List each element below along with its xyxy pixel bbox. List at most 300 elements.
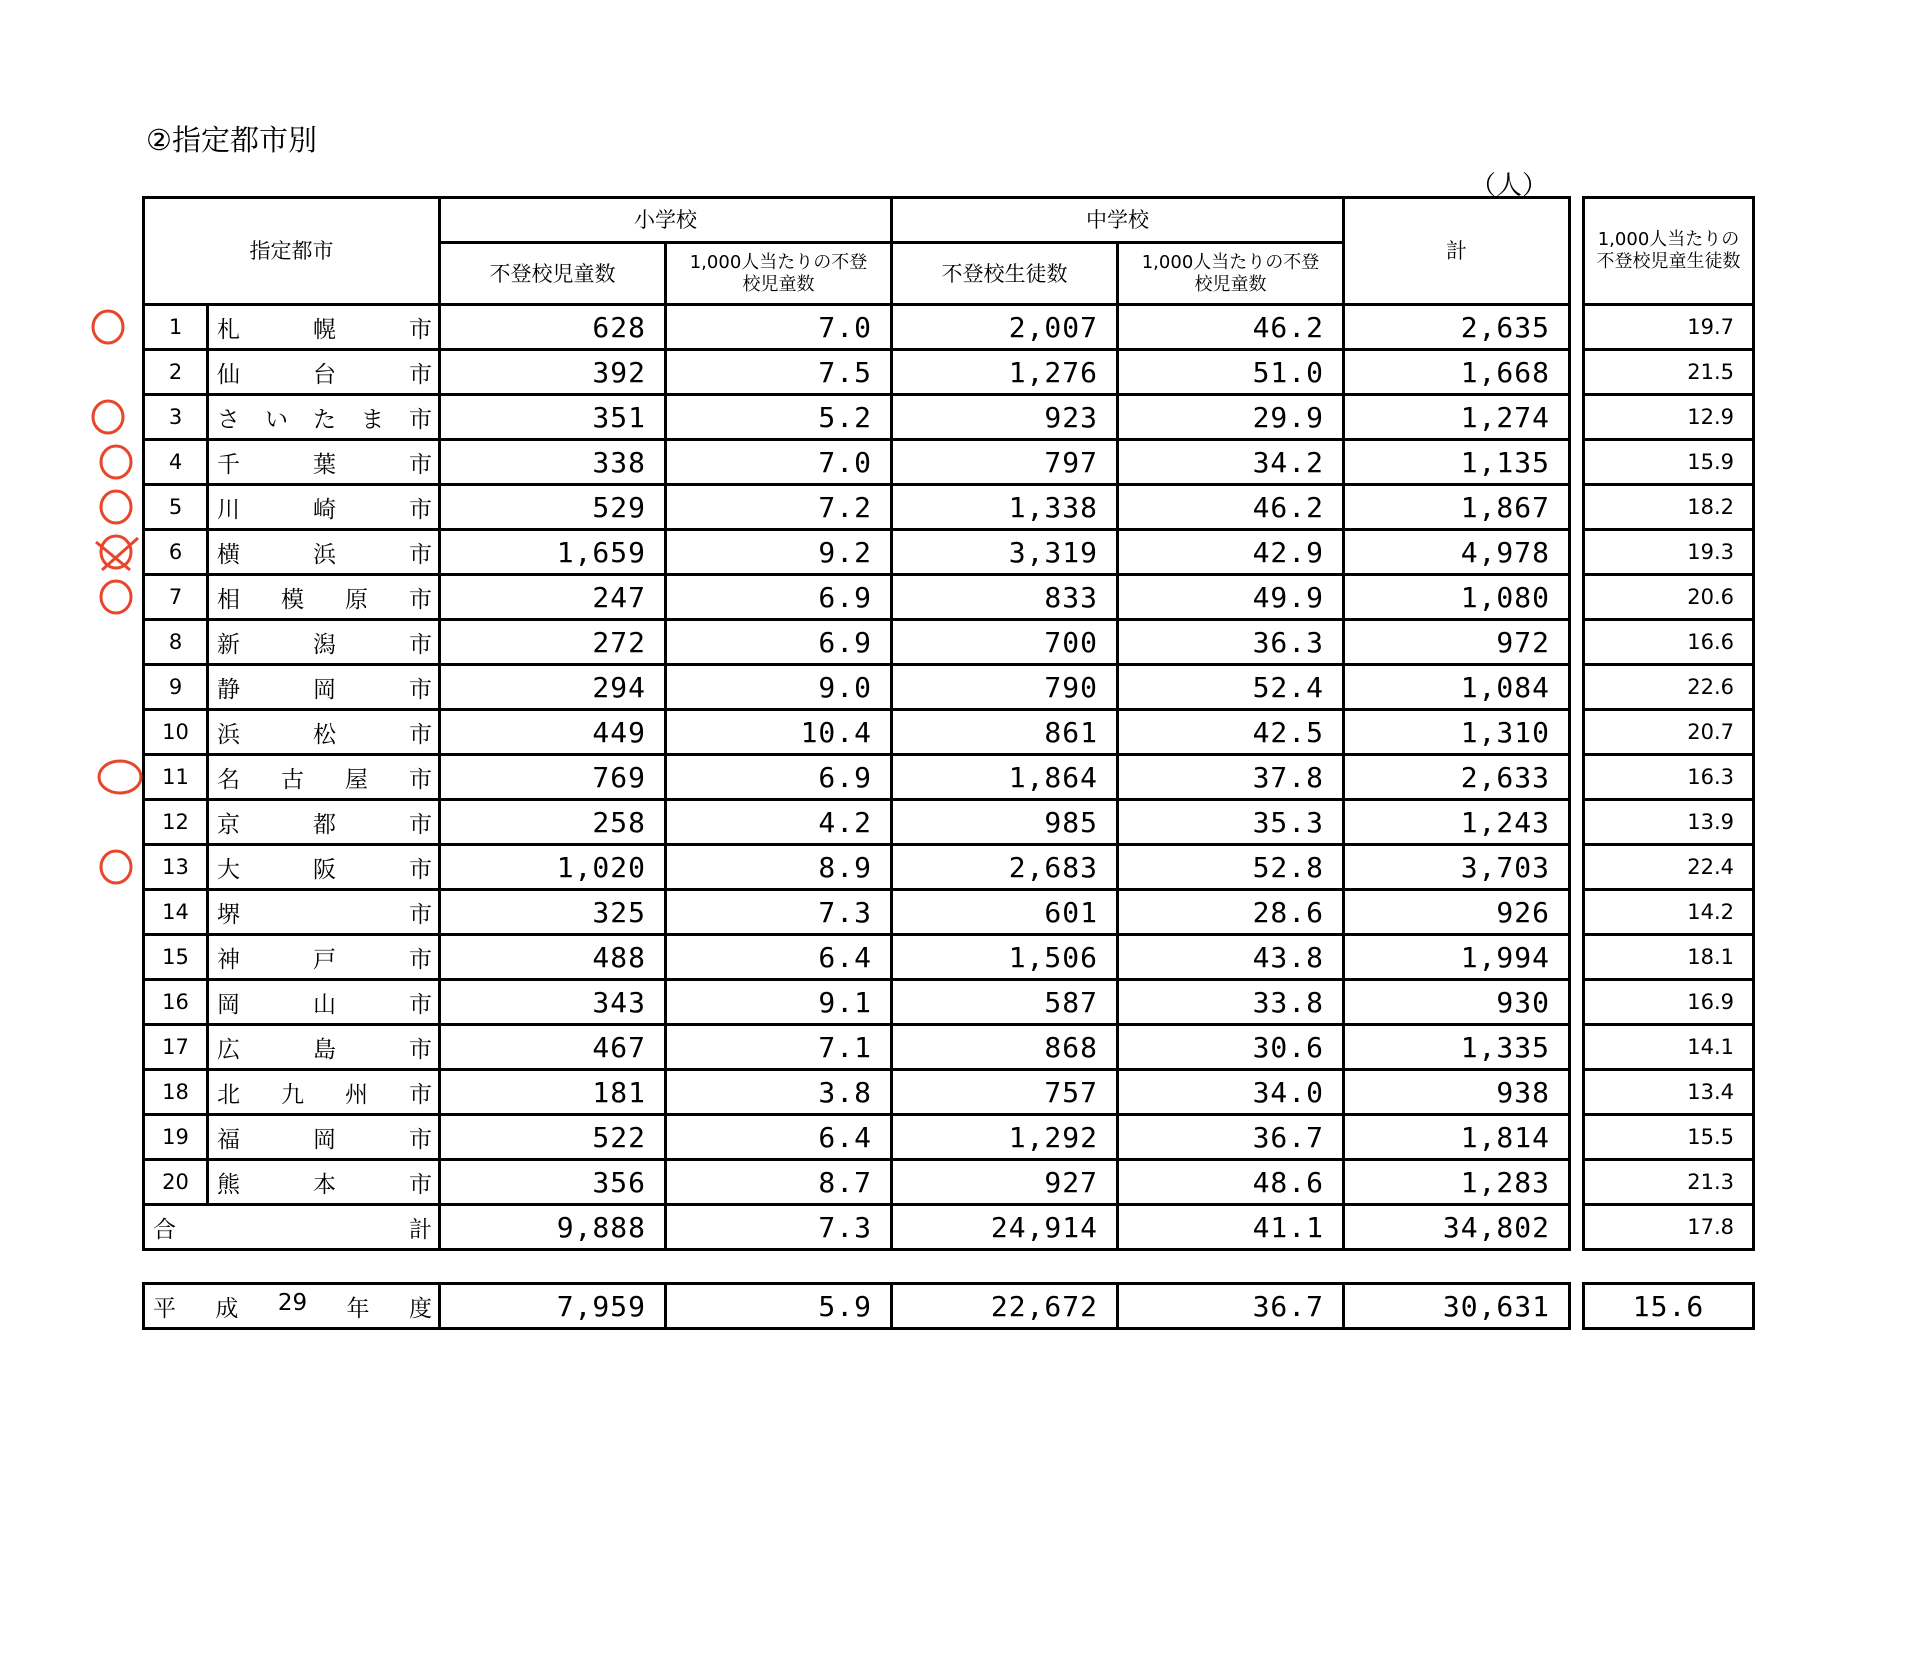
table-row bbox=[144, 890, 1570, 935]
mid-count: 833 bbox=[892, 575, 1118, 620]
elem-rate: 7.1 bbox=[666, 1025, 892, 1070]
elem-rate: 9.0 bbox=[666, 665, 892, 710]
mid-count: 1,338 bbox=[892, 485, 1118, 530]
name-char: 古 bbox=[281, 766, 304, 793]
name-char: 市 bbox=[409, 721, 432, 748]
name-char: 市 bbox=[409, 676, 432, 703]
name-char: 成 bbox=[215, 1295, 239, 1322]
name-char: 北 bbox=[217, 1081, 240, 1108]
mid-count: 700 bbox=[892, 620, 1118, 665]
header-elem-rate: 1,000人当たりの不登校児童数 bbox=[666, 243, 892, 305]
name-char: 静 bbox=[217, 676, 240, 703]
header-mid-rate: 1,000人当たりの不登校児童数 bbox=[1118, 243, 1344, 305]
mid-count: 1,864 bbox=[892, 755, 1118, 800]
side-row bbox=[1584, 1115, 1754, 1160]
total-count: 938 bbox=[1344, 1070, 1570, 1115]
name-char: 横 bbox=[217, 541, 240, 568]
name-char: 京 bbox=[217, 811, 240, 838]
table-row bbox=[144, 350, 1570, 395]
circle-mark bbox=[101, 446, 131, 478]
name-char: 市 bbox=[409, 361, 432, 388]
mid-count: 2,683 bbox=[892, 845, 1118, 890]
mid-rate: 49.9 bbox=[1118, 575, 1344, 620]
name-char: 阪 bbox=[313, 856, 336, 883]
name-char: 年 bbox=[346, 1295, 370, 1322]
elem-rate: 6.9 bbox=[666, 755, 892, 800]
circle-mark bbox=[101, 581, 131, 613]
page-title: ②指定都市別 bbox=[146, 123, 317, 157]
side-row bbox=[1584, 935, 1754, 980]
city-name bbox=[208, 980, 440, 1025]
side-rate: 18.2 bbox=[1584, 485, 1754, 530]
name-char: 本 bbox=[313, 1171, 336, 1198]
city-name bbox=[208, 305, 440, 350]
table-row bbox=[144, 530, 1570, 575]
table-row bbox=[144, 980, 1570, 1025]
name-char: 崎 bbox=[313, 496, 336, 523]
side-row bbox=[1584, 1025, 1754, 1070]
name-char: 市 bbox=[409, 496, 432, 523]
name-char: 市 bbox=[409, 541, 432, 568]
name-char: 市 bbox=[409, 901, 432, 928]
total-elem: 9,888 bbox=[440, 1205, 666, 1250]
table-row bbox=[144, 800, 1570, 845]
name-char: 台 bbox=[313, 361, 336, 388]
side-rate: 20.7 bbox=[1584, 710, 1754, 755]
elem-count: 294 bbox=[440, 665, 666, 710]
side-row bbox=[1584, 620, 1754, 665]
mid-rate: 46.2 bbox=[1118, 305, 1344, 350]
name-char: た bbox=[313, 406, 336, 433]
header-mid-count: 不登校生徒数 bbox=[892, 243, 1118, 305]
prev-mid-rate: 36.7 bbox=[1118, 1284, 1344, 1329]
name-char: 幌 bbox=[313, 316, 336, 343]
row-number: 13 bbox=[144, 845, 208, 890]
elem-rate: 6.4 bbox=[666, 935, 892, 980]
side-rate: 22.4 bbox=[1584, 845, 1754, 890]
total-count: 3,703 bbox=[1344, 845, 1570, 890]
name-char: 島 bbox=[313, 1036, 336, 1063]
total-count: 926 bbox=[1344, 890, 1570, 935]
total-elem-rate: 7.3 bbox=[666, 1205, 892, 1250]
circle-mark bbox=[93, 401, 123, 433]
elem-count: 356 bbox=[440, 1160, 666, 1205]
mid-rate: 52.4 bbox=[1118, 665, 1344, 710]
city-name bbox=[208, 845, 440, 890]
elem-count: 392 bbox=[440, 350, 666, 395]
city-name bbox=[208, 530, 440, 575]
total-count: 1,867 bbox=[1344, 485, 1570, 530]
name-char: 葉 bbox=[313, 451, 336, 478]
name-char: 市 bbox=[409, 406, 432, 433]
side-rate: 22.6 bbox=[1584, 665, 1754, 710]
side-rate: 13.4 bbox=[1584, 1070, 1754, 1115]
previous-year-row bbox=[144, 1284, 1570, 1329]
mid-count: 927 bbox=[892, 1160, 1118, 1205]
mid-rate: 29.9 bbox=[1118, 395, 1344, 440]
side-table bbox=[1582, 196, 1755, 1251]
previous-year-table bbox=[142, 1282, 1571, 1330]
name-char: 新 bbox=[217, 631, 240, 658]
unit-label: （人） bbox=[1470, 171, 1549, 201]
row-number: 2 bbox=[144, 350, 208, 395]
side-row bbox=[1584, 755, 1754, 800]
name-char: 神 bbox=[217, 946, 240, 973]
total-count: 1,310 bbox=[1344, 710, 1570, 755]
mid-count: 3,319 bbox=[892, 530, 1118, 575]
name-char: 市 bbox=[409, 991, 432, 1018]
mid-count: 797 bbox=[892, 440, 1118, 485]
main-table bbox=[142, 196, 1571, 1251]
circle-mark bbox=[101, 491, 131, 523]
elem-rate: 10.4 bbox=[666, 710, 892, 755]
city-name bbox=[208, 350, 440, 395]
name-char: 計 bbox=[409, 1216, 432, 1243]
table-row bbox=[144, 440, 1570, 485]
mid-rate: 37.8 bbox=[1118, 755, 1344, 800]
side-rate: 13.9 bbox=[1584, 800, 1754, 845]
table-row bbox=[144, 620, 1570, 665]
total-count: 1,994 bbox=[1344, 935, 1570, 980]
elem-count: 769 bbox=[440, 755, 666, 800]
elem-rate: 3.8 bbox=[666, 1070, 892, 1115]
name-char: 松 bbox=[313, 721, 336, 748]
side-rate: 21.5 bbox=[1584, 350, 1754, 395]
elem-rate: 6.9 bbox=[666, 620, 892, 665]
name-char: 市 bbox=[409, 316, 432, 343]
elem-rate: 7.0 bbox=[666, 440, 892, 485]
mid-rate: 48.6 bbox=[1118, 1160, 1344, 1205]
total-count: 2,635 bbox=[1344, 305, 1570, 350]
table-row bbox=[144, 1070, 1570, 1115]
elem-rate: 4.2 bbox=[666, 800, 892, 845]
total-count: 4,978 bbox=[1344, 530, 1570, 575]
mid-rate: 33.8 bbox=[1118, 980, 1344, 1025]
name-char: い bbox=[265, 406, 288, 433]
table-row bbox=[144, 575, 1570, 620]
side-rate: 14.1 bbox=[1584, 1025, 1754, 1070]
elem-count: 272 bbox=[440, 620, 666, 665]
row-number: 20 bbox=[144, 1160, 208, 1205]
header-side-rate: 1,000人当たりの不登校児童生徒数 bbox=[1584, 198, 1754, 305]
table-row bbox=[144, 395, 1570, 440]
table-row bbox=[144, 935, 1570, 980]
name-char: 市 bbox=[409, 766, 432, 793]
mid-count: 757 bbox=[892, 1070, 1118, 1115]
total-mid-rate: 41.1 bbox=[1118, 1205, 1344, 1250]
mid-rate: 43.8 bbox=[1118, 935, 1344, 980]
mid-count: 923 bbox=[892, 395, 1118, 440]
name-char: 市 bbox=[409, 1126, 432, 1153]
name-char: 岡 bbox=[313, 1126, 336, 1153]
elem-count: 488 bbox=[440, 935, 666, 980]
name-char: 潟 bbox=[313, 631, 336, 658]
prev-elem-rate: 5.9 bbox=[666, 1284, 892, 1329]
mid-count: 985 bbox=[892, 800, 1118, 845]
mid-rate: 36.3 bbox=[1118, 620, 1344, 665]
row-number: 12 bbox=[144, 800, 208, 845]
side-rate: 16.9 bbox=[1584, 980, 1754, 1025]
name-char: 市 bbox=[409, 586, 432, 613]
elem-count: 522 bbox=[440, 1115, 666, 1160]
mid-rate: 35.3 bbox=[1118, 800, 1344, 845]
total-count: 1,274 bbox=[1344, 395, 1570, 440]
side-row bbox=[1584, 890, 1754, 935]
side-rate: 15.5 bbox=[1584, 1115, 1754, 1160]
elem-count: 338 bbox=[440, 440, 666, 485]
elem-rate: 7.0 bbox=[666, 305, 892, 350]
side-row bbox=[1584, 485, 1754, 530]
header-city: 指定都市 bbox=[144, 198, 440, 305]
row-number: 9 bbox=[144, 665, 208, 710]
side-row bbox=[1584, 395, 1754, 440]
name-char: 広 bbox=[217, 1036, 240, 1063]
mid-count: 868 bbox=[892, 1025, 1118, 1070]
mid-rate: 42.9 bbox=[1118, 530, 1344, 575]
total-count: 972 bbox=[1344, 620, 1570, 665]
name-char: 29 bbox=[277, 1289, 308, 1316]
name-char: 市 bbox=[409, 1036, 432, 1063]
name-char: 模 bbox=[281, 586, 304, 613]
prev-elem: 7,959 bbox=[440, 1284, 666, 1329]
side-row bbox=[1584, 845, 1754, 890]
mid-rate: 51.0 bbox=[1118, 350, 1344, 395]
total-count: 1,283 bbox=[1344, 1160, 1570, 1205]
row-number: 16 bbox=[144, 980, 208, 1025]
name-char: 仙 bbox=[217, 361, 240, 388]
city-name bbox=[208, 800, 440, 845]
row-number: 11 bbox=[144, 755, 208, 800]
side-total-row bbox=[1584, 1205, 1754, 1250]
elem-count: 258 bbox=[440, 800, 666, 845]
city-name bbox=[208, 1115, 440, 1160]
elem-rate: 6.9 bbox=[666, 575, 892, 620]
name-char: 市 bbox=[409, 946, 432, 973]
name-char: 熊 bbox=[217, 1171, 240, 1198]
name-char: 名 bbox=[217, 766, 240, 793]
name-char: 千 bbox=[217, 451, 240, 478]
table-row bbox=[144, 1115, 1570, 1160]
mid-count: 861 bbox=[892, 710, 1118, 755]
side-row bbox=[1584, 800, 1754, 845]
elem-rate: 9.2 bbox=[666, 530, 892, 575]
header-middle: 中学校 bbox=[892, 198, 1344, 243]
total-count: 1,668 bbox=[1344, 350, 1570, 395]
side-total-rate: 17.8 bbox=[1584, 1205, 1754, 1250]
name-char: 合 bbox=[153, 1216, 176, 1243]
name-char: 市 bbox=[409, 451, 432, 478]
side-row bbox=[1584, 1160, 1754, 1205]
mid-rate: 46.2 bbox=[1118, 485, 1344, 530]
header-elem-count: 不登校児童数 bbox=[440, 243, 666, 305]
elem-count: 467 bbox=[440, 1025, 666, 1070]
table-row bbox=[144, 485, 1570, 530]
side-rate: 21.3 bbox=[1584, 1160, 1754, 1205]
side-rate: 19.7 bbox=[1584, 305, 1754, 350]
table-row bbox=[144, 305, 1570, 350]
mid-count: 1,292 bbox=[892, 1115, 1118, 1160]
name-char: 都 bbox=[313, 811, 336, 838]
circle-mark bbox=[99, 761, 141, 793]
total-count: 1,084 bbox=[1344, 665, 1570, 710]
total-row bbox=[144, 1205, 1570, 1250]
total-count: 1,814 bbox=[1344, 1115, 1570, 1160]
header-total: 計 bbox=[1344, 198, 1570, 305]
total-count: 1,335 bbox=[1344, 1025, 1570, 1070]
table-row bbox=[144, 1025, 1570, 1070]
previous-year-side-table bbox=[1582, 1282, 1755, 1330]
name-char: 州 bbox=[345, 1081, 368, 1108]
total-total: 34,802 bbox=[1344, 1205, 1570, 1250]
city-name bbox=[208, 440, 440, 485]
total-count: 1,135 bbox=[1344, 440, 1570, 485]
city-name bbox=[208, 1070, 440, 1115]
side-row bbox=[1584, 710, 1754, 755]
total-count: 1,243 bbox=[1344, 800, 1570, 845]
table-row bbox=[144, 845, 1570, 890]
side-rate: 20.6 bbox=[1584, 575, 1754, 620]
name-char: 平 bbox=[153, 1295, 176, 1322]
row-number: 19 bbox=[144, 1115, 208, 1160]
city-name bbox=[208, 1025, 440, 1070]
row-number: 7 bbox=[144, 575, 208, 620]
city-name bbox=[208, 485, 440, 530]
name-char: 屋 bbox=[345, 766, 368, 793]
row-number: 15 bbox=[144, 935, 208, 980]
city-name bbox=[208, 395, 440, 440]
header-elementary: 小学校 bbox=[440, 198, 892, 243]
side-rate: 14.2 bbox=[1584, 890, 1754, 935]
side-rate: 12.9 bbox=[1584, 395, 1754, 440]
row-number: 8 bbox=[144, 620, 208, 665]
mid-rate: 36.7 bbox=[1118, 1115, 1344, 1160]
mid-rate: 28.6 bbox=[1118, 890, 1344, 935]
mid-rate: 34.0 bbox=[1118, 1070, 1344, 1115]
elem-rate: 5.2 bbox=[666, 395, 892, 440]
side-row bbox=[1584, 1070, 1754, 1115]
row-number: 17 bbox=[144, 1025, 208, 1070]
table-row bbox=[144, 1160, 1570, 1205]
elem-count: 181 bbox=[440, 1070, 666, 1115]
side-row bbox=[1584, 665, 1754, 710]
side-row bbox=[1584, 530, 1754, 575]
cross-mark-line bbox=[102, 538, 138, 570]
row-number: 4 bbox=[144, 440, 208, 485]
name-char: 市 bbox=[409, 631, 432, 658]
mid-rate: 30.6 bbox=[1118, 1025, 1344, 1070]
elem-rate: 7.2 bbox=[666, 485, 892, 530]
name-char: 戸 bbox=[313, 946, 336, 973]
side-rate: 15.9 bbox=[1584, 440, 1754, 485]
name-char: 堺 bbox=[217, 901, 240, 928]
name-char: 浜 bbox=[313, 541, 336, 568]
elem-count: 247 bbox=[440, 575, 666, 620]
city-name bbox=[208, 935, 440, 980]
row-number: 3 bbox=[144, 395, 208, 440]
name-char: 市 bbox=[409, 811, 432, 838]
prev-rate: 15.6 bbox=[1584, 1284, 1754, 1329]
name-char: 市 bbox=[409, 1171, 432, 1198]
mid-rate: 34.2 bbox=[1118, 440, 1344, 485]
circle-mark bbox=[93, 311, 123, 343]
city-name bbox=[208, 710, 440, 755]
row-number: 5 bbox=[144, 485, 208, 530]
name-char: 山 bbox=[313, 991, 336, 1018]
name-char: 九 bbox=[281, 1081, 304, 1108]
city-name bbox=[208, 620, 440, 665]
name-char: さ bbox=[217, 406, 240, 433]
elem-rate: 7.5 bbox=[666, 350, 892, 395]
name-char: 浜 bbox=[217, 721, 240, 748]
side-row bbox=[1584, 350, 1754, 395]
city-name bbox=[208, 890, 440, 935]
side-rate: 19.3 bbox=[1584, 530, 1754, 575]
name-char: 岡 bbox=[313, 676, 336, 703]
elem-count: 628 bbox=[440, 305, 666, 350]
handwritten-marks bbox=[0, 0, 200, 1680]
side-rate: 18.1 bbox=[1584, 935, 1754, 980]
elem-rate: 7.3 bbox=[666, 890, 892, 935]
name-char: 福 bbox=[217, 1126, 240, 1153]
row-number: 14 bbox=[144, 890, 208, 935]
name-char: 札 bbox=[217, 316, 240, 343]
table-row bbox=[144, 710, 1570, 755]
total-count: 930 bbox=[1344, 980, 1570, 1025]
table-row bbox=[144, 755, 1570, 800]
city-name bbox=[208, 575, 440, 620]
city-name bbox=[208, 1160, 440, 1205]
name-char: ま bbox=[361, 406, 384, 433]
side-row bbox=[1584, 575, 1754, 620]
total-count: 2,633 bbox=[1344, 755, 1570, 800]
side-row bbox=[1584, 980, 1754, 1025]
name-char: 相 bbox=[217, 586, 240, 613]
row-number: 18 bbox=[144, 1070, 208, 1115]
side-rate: 16.3 bbox=[1584, 755, 1754, 800]
elem-count: 1,020 bbox=[440, 845, 666, 890]
mid-rate: 52.8 bbox=[1118, 845, 1344, 890]
total-mid: 24,914 bbox=[892, 1205, 1118, 1250]
name-char: 川 bbox=[217, 496, 240, 523]
row-number: 6 bbox=[144, 530, 208, 575]
name-char: 原 bbox=[345, 586, 368, 613]
mid-rate: 42.5 bbox=[1118, 710, 1344, 755]
prev-total: 30,631 bbox=[1344, 1284, 1570, 1329]
mid-count: 1,506 bbox=[892, 935, 1118, 980]
elem-rate: 8.7 bbox=[666, 1160, 892, 1205]
side-row bbox=[1584, 440, 1754, 485]
elem-count: 1,659 bbox=[440, 530, 666, 575]
mid-count: 601 bbox=[892, 890, 1118, 935]
mid-count: 790 bbox=[892, 665, 1118, 710]
elem-rate: 9.1 bbox=[666, 980, 892, 1025]
table-row bbox=[144, 665, 1570, 710]
elem-count: 325 bbox=[440, 890, 666, 935]
elem-count: 449 bbox=[440, 710, 666, 755]
side-rate: 16.6 bbox=[1584, 620, 1754, 665]
mid-count: 2,007 bbox=[892, 305, 1118, 350]
elem-count: 343 bbox=[440, 980, 666, 1025]
elem-count: 529 bbox=[440, 485, 666, 530]
elem-rate: 8.9 bbox=[666, 845, 892, 890]
circle-mark bbox=[101, 536, 131, 568]
side-row bbox=[1584, 305, 1754, 350]
total-count: 1,080 bbox=[1344, 575, 1570, 620]
circle-mark bbox=[101, 851, 131, 883]
name-char: 市 bbox=[409, 1081, 432, 1108]
name-char: 大 bbox=[217, 856, 240, 883]
elem-count: 351 bbox=[440, 395, 666, 440]
